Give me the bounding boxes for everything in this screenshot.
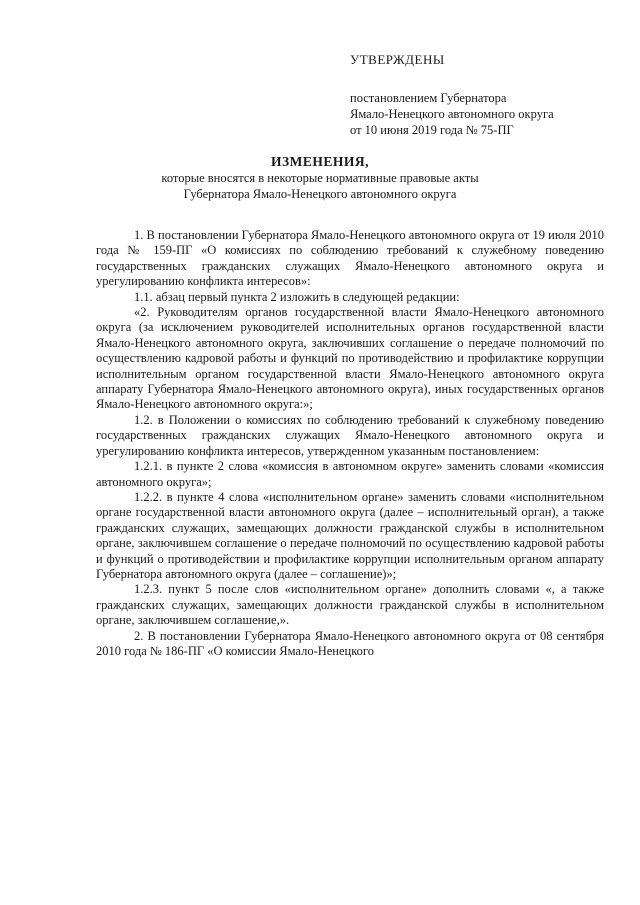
document-subtitle [0,170,640,202]
approval-block [350,52,620,138]
paragraph-1-2-1: 1.2.1. в пункте 2 слова «комиссия в автономном округе» заменить словами «комиссия автономного округа»; [96,459,604,489]
paragraph-1-2-3: 1.2.3. пункт 5 после слов «исполнительном органе» дополнить словами «, а также гражданских служащих, замещающих должности гражданской службы в исполнительном органе, заключившем соглашение,». [96,582,604,628]
paragraph-2: 2. В постановлении Губернатора Ямало-Ненецкого автономного округа от 08 сентября 2010 года № 186-ПГ «О комиссии Ямало-Ненецкого [96,628,604,658]
document-title: ИЗМЕНЕНИЯ, [270,154,369,169]
paragraph-1-1: 1.1. абзац первый пункта 2 изложить в следующей редакции: [134,289,460,304]
approval-line-1: постановлением Губернатора [350,91,507,105]
paragraph-1-2: 1.2. в Положении о комиссиях по соблюдению требований к служебному поведению государственных гражданских служащих Ямало-Ненецкого автономного округа и урегулированию конфликта интересов, утвержденном указанным постановлением: [96,412,604,458]
subtitle-line-2: Губернатора Ямало-Ненецкого автономного округа [183,187,457,201]
paragraph-1-2-2: 1.2.2. в пункте 4 слова «исполнительном органе» заменить словами «исполнительном органе государственной власти автономного округа (далее – исполнительный орган), а также гражданских служащих, замещающих должности гражданской службы в исполнительном органе, заключившем соглашение о передаче полномочий по осуществлению кадровой работы и функций о противодействии и профилактике коррупции исполнительным органом аппарату Губернатора автономного округа (далее – соглашение)»; [96,489,604,581]
approval-line-2: Ямало-Ненецкого автономного округа [350,107,554,121]
paragraph-quote-2: «2. Руководителям органов государственной власти Ямало-Ненецкого автономного округа (за исключением руководителей исполнительных органов государственной власти Ямало-Ненецкого автономного округа, заключивших соглашение о передаче полномочий по осуществлению кадровой работы и функций по противодействию и профилактике коррупции исполнительным органом государственной власти Ямало-Ненецкого автономного округа аппарату Губернатора Ямало-Ненецкого автономного округа), иных государственных органов Ямало-Ненецкого автономного округа:»; [96,305,604,412]
approval-heading: УТВЕРЖДЕНЫ [350,52,445,67]
document-body [96,228,604,659]
approval-line-3: от 10 июня 2019 года № 75-ПГ [350,123,514,137]
subtitle-line-1: которые вносятся в некоторые нормативные правовые акты [161,171,479,185]
paragraph-1: 1. В постановлении Губернатора Ямало-Ненецкого автономного округа от 19 июля 2010 года № 159-ПГ «О комиссиях по соблюдению требований к служебному поведению государственных гражданских служащих Ямало-Ненецкого автономного округа и урегулированию конфликта интересов»: [96,228,604,289]
